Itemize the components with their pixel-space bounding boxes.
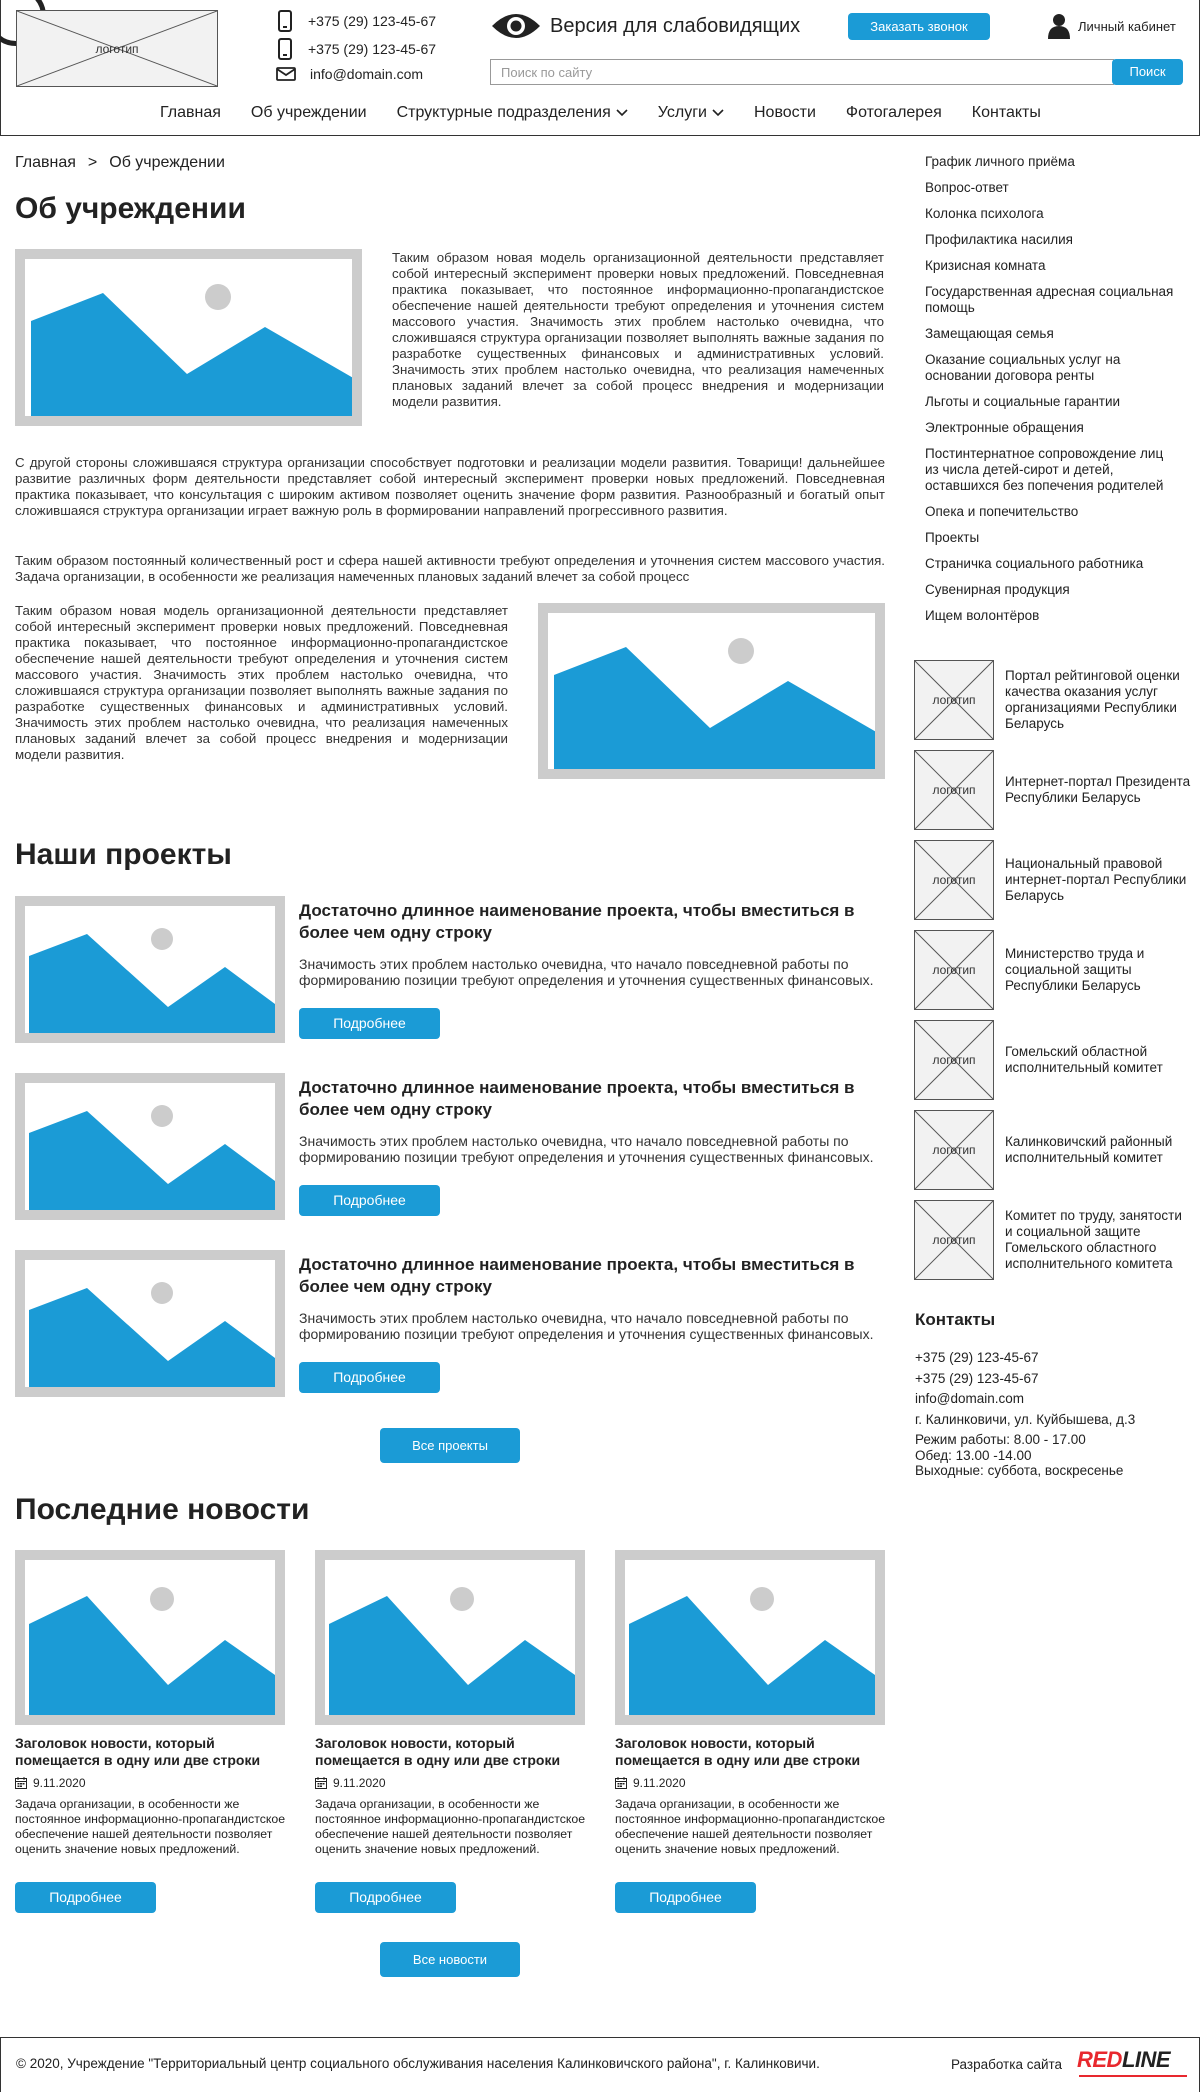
logo-text: логотип — [95, 41, 139, 56]
contact-email[interactable]: info@domain.com — [915, 1391, 1025, 1406]
sidebar-menu — [925, 154, 1180, 634]
news-section-title: Последние новости — [15, 1493, 310, 1526]
partner-label[interactable]: Калинковичский районный исполнительный комитет — [1005, 1134, 1173, 1165]
news-title[interactable]: Заголовок новости, который помещается в одну или две строки — [615, 1735, 861, 1768]
logo-text: логотип — [932, 1053, 976, 1067]
about-paragraph: Таким образом новая модель организационной деятельности представляет собой интересный эксперимент проверки новых предложений. Повседневная практика показывает, что постоянное информационно-пропагандистское обеспечение нашей деятельности требуют определения и уточнения систем массового участия. Значимость этих проблем настолько очевидна, что сложившаяся структура организации позволяет выполнять важные задания по разработке существенных финансовых и административных условий. Значимость этих проблем настолько очевидна, что реализация намеченных плановых заданий влечет за собой процесс внедрения и модернизации модели развития. — [392, 250, 884, 409]
project-more-button[interactable]: Подробнее — [299, 1185, 440, 1216]
nav-item-about[interactable] — [251, 104, 367, 122]
sidebar-menu-item[interactable]: Опека и попечительство — [925, 504, 1079, 519]
about-paragraph: Таким образом постоянный количественный рост и сфера нашей активности требуют определения и уточнения систем массового участия. Задача организации, в особенности же реализация намеченных плановых заданий влечет за собой процесс — [15, 553, 885, 584]
search-button[interactable]: Поиск — [1112, 59, 1183, 85]
image-placeholder-icon — [25, 1083, 275, 1210]
mobile-phone-icon — [276, 38, 294, 60]
project-more-button[interactable]: Подробнее — [299, 1008, 440, 1039]
project-image — [15, 896, 285, 1043]
projects-section-title: Наши проекты — [15, 838, 232, 871]
phone-text: +375 (29) 123-45-67 — [308, 13, 437, 29]
news-description: Задача организации, в особенности же постоянное информационно-пропагандистское обеспечение нашей деятельности позволяет оценить значение новых предложений. — [615, 1797, 886, 1856]
partner-link[interactable] — [914, 750, 1199, 832]
image-placeholder-icon — [625, 1560, 875, 1715]
news-date — [615, 1776, 686, 1790]
sidebar-menu-item[interactable]: Электронные обращения — [925, 420, 1084, 435]
partner-label[interactable]: Национальный правовой интернет-портал Республики Беларусь — [1005, 856, 1187, 903]
nav-label: Главная — [160, 104, 221, 121]
accessibility-label: Версия для слабовидящих — [550, 14, 801, 37]
news-more-button[interactable]: Подробнее — [315, 1882, 456, 1913]
chevron-down-icon — [616, 109, 628, 117]
news-date — [315, 1776, 386, 1790]
developer-label: Разработка сайта — [951, 2057, 1063, 2072]
envelope-icon — [276, 66, 296, 82]
order-callback-button[interactable]: Заказать звонок — [848, 13, 990, 40]
nav-label: Об учреждении — [250, 104, 367, 121]
copyright: © 2020, Учреждение "Территориальный центр социального обслуживания населения Калинковичского района", г. Калинковичи. — [16, 2056, 820, 2071]
image-placeholder-icon — [25, 1560, 275, 1715]
sidebar-contacts-title: Контакты — [915, 1310, 996, 1329]
news-date-text: 9.11.2020 — [633, 1776, 686, 1790]
news-more-button[interactable]: Подробнее — [15, 1882, 156, 1913]
logo-text: логотип — [932, 1233, 976, 1247]
partner-link[interactable] — [914, 660, 1199, 742]
news-description: Задача организации, в особенности же постоянное информационно-пропагандистское обеспечение нашей деятельности позволяет оценить значение новых предложений. — [15, 1797, 286, 1856]
image-placeholder-icon — [325, 1560, 575, 1715]
image-placeholder-icon — [548, 613, 875, 769]
project-image — [15, 1250, 285, 1397]
news-image — [615, 1550, 885, 1725]
project-description: Значимость этих проблем настолько очевидна, что начало повседневной работы по формированию позиции требуют определения и уточнения существенных финансовых. — [299, 1310, 874, 1342]
image-placeholder — [15, 249, 362, 426]
sidebar-contacts — [915, 1350, 1135, 1479]
breadcrumb-current: Об учреждении — [109, 154, 225, 171]
chevron-down-icon — [712, 109, 724, 117]
about-paragraph: С другой стороны сложившаяся структура организации способствует подготовки и реализации модели развития. Товарищи! дальнейшее развитие различных форм деятельности представляет собой интересный эксперимент проверки новых предложений. Повседневная практика показывает, что консультация с широким активом позволяет оценить значение форм развития. Разнообразный и богатый опыт сложившаяся структура организации играет важную роль в формировании направлений прогрессивного развития. — [15, 455, 885, 518]
breadcrumb-separator: > — [87, 154, 98, 171]
breadcrumb-home[interactable]: Главная — [15, 154, 76, 171]
nav-item-home[interactable] — [160, 104, 221, 122]
user-icon — [1048, 13, 1070, 39]
calendar-icon — [315, 1777, 327, 1789]
sidebar-menu-item[interactable]: Ищем волонтёров — [925, 608, 1040, 623]
news-image — [315, 1550, 585, 1725]
nav-item-gallery[interactable] — [846, 104, 942, 122]
header-phone-1[interactable] — [276, 10, 436, 32]
redline-underline — [1079, 2075, 1187, 2077]
partner-link[interactable] — [914, 930, 1199, 1012]
contact-lunch: Обед: 13.00 -14.00 — [915, 1447, 1032, 1463]
footer — [0, 2037, 1200, 2092]
eye-icon — [490, 10, 542, 42]
brand-dark-text: LINE — [1121, 2047, 1171, 2072]
sidebar-menu-item[interactable]: Замещающая семья — [925, 326, 1054, 341]
nav-label: Фотогалерея — [845, 104, 942, 121]
calendar-icon — [615, 1777, 627, 1789]
partner-label[interactable]: Комитет по труду, занятости и социальной защите Гомельского областного исполнительного комитета — [1005, 1208, 1182, 1271]
page-title: Об учреждении — [15, 192, 246, 225]
news-date-text: 9.11.2020 — [33, 1776, 86, 1790]
nav-label: Услуги — [657, 104, 707, 121]
project-title[interactable]: Достаточно длинное наименование проекта, чтобы вместиться в более чем одну строку — [299, 1255, 855, 1296]
sidebar-menu-item[interactable]: Вопрос-ответ — [925, 180, 1009, 195]
contact-phone[interactable]: +375 (29) 123-45-67 — [915, 1370, 1039, 1386]
partner-logo — [914, 930, 994, 1010]
nav-label: Структурные подразделения — [396, 104, 611, 121]
image-placeholder — [538, 603, 885, 779]
calendar-icon — [15, 1777, 27, 1789]
partner-label[interactable]: Министерство труда и социальной защиты Республики Беларусь — [1005, 946, 1145, 993]
project-description: Значимость этих проблем настолько очевидна, что начало повседневной работы по формированию позиции требуют определения и уточнения существенных финансовых. — [299, 956, 874, 988]
partner-logo — [914, 1110, 994, 1190]
partner-link[interactable] — [914, 840, 1199, 922]
sidebar-menu-item[interactable]: Кризисная комната — [925, 258, 1046, 273]
all-projects-button[interactable]: Все проекты — [380, 1428, 520, 1463]
logo-text: логотип — [932, 873, 976, 887]
project-title[interactable]: Достаточно длинное наименование проекта, чтобы вместиться в более чем одну строку — [299, 901, 855, 942]
logo-text: логотип — [932, 783, 976, 797]
search-input[interactable] — [490, 59, 1114, 85]
nav-item-contacts[interactable] — [972, 104, 1041, 122]
news-description: Задача организации, в особенности же постоянное информационно-пропагандистское обеспечение нашей деятельности позволяет оценить значение новых предложений. — [315, 1797, 586, 1856]
nav-item-news[interactable] — [754, 104, 816, 122]
site-logo[interactable] — [16, 10, 218, 87]
partner-link[interactable] — [914, 1110, 1199, 1192]
personal-cabinet-link[interactable] — [1048, 13, 1176, 39]
phone-text: +375 (29) 123-45-67 — [308, 41, 437, 57]
partner-label[interactable]: Интернет-портал Президента Республики Беларусь — [1005, 774, 1191, 805]
news-more-button[interactable]: Подробнее — [615, 1882, 756, 1913]
sidebar-menu-item[interactable]: Проекты — [925, 530, 980, 545]
redline-logo[interactable] — [1077, 2047, 1170, 2073]
logo-text: логотип — [932, 963, 976, 977]
image-placeholder-icon — [25, 259, 352, 416]
news-image — [15, 1550, 285, 1725]
sidebar-menu-item[interactable]: Государственная адресная социальная помощь — [925, 284, 1174, 315]
header-email[interactable] — [276, 66, 423, 82]
about-paragraph: Таким образом новая модель организационной деятельности представляет собой интересный эксперимент проверки новых предложений. Повседневная практика показывает, что постоянное информационно-пропагандистское обеспечение нашей деятельности требуют определения и уточнения систем массового участия. Значимость этих проблем настолько очевидна, что сложившаяся структура организации позволяет выполнять важные задания по разработке существенных финансовых и административных условий. Значимость этих проблем настолько очевидна, что реализация намеченных плановых заданий влечет за собой процесс внедрения и модернизации модели развития. — [15, 603, 508, 762]
image-placeholder-icon — [25, 906, 275, 1033]
header-phone-2[interactable] — [276, 38, 436, 60]
project-more-button[interactable]: Подробнее — [299, 1362, 440, 1393]
news-title[interactable]: Заголовок новости, который помещается в одну или две строки — [315, 1735, 561, 1768]
sidebar-menu-item[interactable]: Колонка психолога — [925, 206, 1044, 221]
image-placeholder-icon — [25, 1260, 275, 1387]
partner-label[interactable]: Гомельский областной исполнительный комитет — [1005, 1044, 1163, 1075]
partner-logo — [914, 660, 994, 740]
sidebar-menu-item[interactable]: Льготы и социальные гарантии — [925, 394, 1121, 409]
project-title[interactable]: Достаточно длинное наименование проекта, чтобы вместиться в более чем одну строку — [299, 1078, 855, 1119]
logo-text: логотип — [932, 1143, 976, 1157]
news-date-text: 9.11.2020 — [333, 1776, 386, 1790]
mobile-phone-icon — [276, 10, 294, 32]
nav-item-departments[interactable] — [397, 104, 628, 122]
sidebar-menu-item[interactable]: Сувенирная продукция — [925, 582, 1070, 597]
nav-label: Контакты — [971, 104, 1041, 121]
project-description: Значимость этих проблем настолько очевидна, что начало повседневной работы по формированию позиции требуют определения и уточнения существенных финансовых. — [299, 1133, 874, 1165]
partner-logo — [914, 1020, 994, 1100]
contact-phone[interactable]: +375 (29) 123-45-67 — [915, 1350, 1039, 1365]
contact-address: г. Калинковичи, ул. Куйбышева, д.3 — [915, 1411, 1136, 1427]
sidebar-menu-item[interactable]: Страничка социального работника — [925, 556, 1144, 571]
sidebar-menu-item[interactable]: График личного приёма — [925, 154, 1075, 169]
main-nav — [160, 104, 1071, 122]
news-date — [15, 1776, 86, 1790]
partner-label[interactable]: Портал рейтинговой оценки качества оказания услуг организациями Республики Беларусь — [1005, 668, 1180, 731]
all-news-button[interactable]: Все новости — [380, 1942, 520, 1977]
news-title[interactable]: Заголовок новости, который помещается в одну или две строки — [15, 1735, 261, 1768]
nav-label: Новости — [753, 104, 816, 121]
breadcrumb — [15, 154, 237, 172]
nav-item-services[interactable] — [658, 104, 724, 122]
logo-text: логотип — [932, 693, 976, 707]
sidebar-menu-item[interactable]: Профилактика насилия — [925, 232, 1073, 247]
cabinet-label: Личный кабинет — [1078, 18, 1176, 34]
contact-weekends: Выходные: суббота, воскресенье — [915, 1463, 1124, 1478]
partner-logo — [914, 750, 994, 830]
partner-link[interactable] — [914, 1020, 1199, 1102]
email-text: info@domain.com — [310, 66, 424, 82]
accessibility-version-link[interactable] — [490, 10, 800, 42]
brand-red-text: RED — [1077, 2047, 1122, 2072]
sidebar-menu-item[interactable]: Оказание социальных услуг на основании договора ренты — [925, 352, 1121, 383]
contact-hours: Режим работы: 8.00 - 17.00 — [915, 1432, 1086, 1447]
partner-link[interactable] — [914, 1200, 1199, 1282]
sidebar-menu-item[interactable]: Постинтернатное сопровождение лиц из числа детей-сирот и детей, оставшихся без попечения родителей — [925, 446, 1164, 493]
partner-logo — [914, 1200, 994, 1280]
partner-logo — [914, 840, 994, 920]
project-image — [15, 1073, 285, 1220]
